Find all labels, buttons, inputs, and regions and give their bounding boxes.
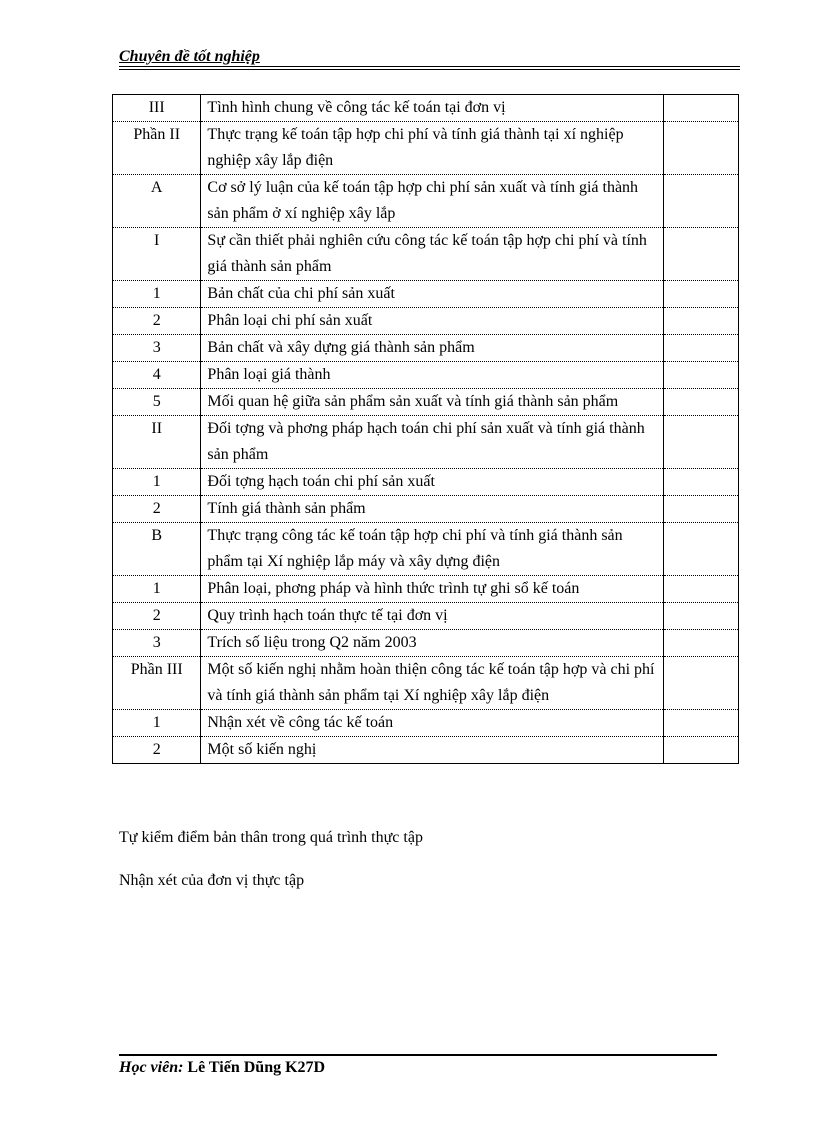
section-title: Tình hình chung về công tác kế toán tại đơn vị (201, 95, 663, 122)
page-number-cell (663, 603, 738, 630)
page-number-cell (663, 281, 738, 308)
section-title: Cơ sở lý luận của kế toán tập hợp chi phí sản xuất và tính giá thành sản phẩm ở xí nghiệp xây lắp (201, 175, 663, 228)
page-number-cell (663, 308, 738, 335)
footer-rule (119, 1054, 717, 1056)
page-number-cell (663, 95, 738, 122)
table-row (113, 603, 739, 630)
section-number: 2 (113, 496, 201, 523)
section-title: Bản chất của chi phí sản xuất (201, 281, 663, 308)
table-row (113, 469, 739, 496)
page-header-title: Chuyên đề tốt nghiệp (119, 48, 260, 65)
table-row (113, 362, 739, 389)
header-rule (119, 66, 740, 67)
table-row (113, 416, 739, 469)
section-number: 2 (113, 737, 201, 764)
section-title: Tính giá thành sản phẩm (201, 496, 663, 523)
page-number-cell (663, 335, 738, 362)
section-number: 2 (113, 308, 201, 335)
table-row (113, 122, 739, 175)
section-number: 1 (113, 710, 201, 737)
table-row (113, 281, 739, 308)
section-number: 4 (113, 362, 201, 389)
page-number-cell (663, 523, 738, 576)
section-number: 5 (113, 389, 201, 416)
page-number-cell (663, 122, 738, 175)
section-title: Thực trạng công tác kế toán tập hợp chi phí và tính giá thành sản phẩm tại Xí nghiệp lắp máy và xây dựng điện (201, 523, 663, 576)
section-number: II (113, 416, 201, 469)
table-row (113, 710, 739, 737)
page-number-cell (663, 469, 738, 496)
section-number: III (113, 95, 201, 122)
section-number: 3 (113, 335, 201, 362)
table-row (113, 335, 739, 362)
footer-label: Học viên: (119, 1059, 184, 1076)
page-number-cell (663, 228, 738, 281)
section-number: Phần III (113, 657, 201, 710)
page-number-cell (663, 630, 738, 657)
table-of-contents (112, 94, 739, 764)
page-number-cell (663, 362, 738, 389)
page-number-cell (663, 737, 738, 764)
table-row (113, 228, 739, 281)
table-row (113, 576, 739, 603)
section-title: Quy trình hạch toán thực tế tại đơn vị (201, 603, 663, 630)
unit-comment-line: Nhận xét của đơn vị thực tập (119, 872, 305, 889)
table-row (113, 523, 739, 576)
table-row (113, 737, 739, 764)
section-number: 1 (113, 281, 201, 308)
page-number-cell (663, 175, 738, 228)
table-row (113, 308, 739, 335)
section-number: 3 (113, 630, 201, 657)
section-number: 2 (113, 603, 201, 630)
table-row (113, 175, 739, 228)
section-title: Phân loại, phơng pháp và hình thức trình tự ghi sổ kế toán (201, 576, 663, 603)
section-title: Phân loại chi phí sản xuất (201, 308, 663, 335)
page-number-cell (663, 496, 738, 523)
table-row (113, 630, 739, 657)
page-number-cell (663, 389, 738, 416)
section-number: 1 (113, 576, 201, 603)
section-number: B (113, 523, 201, 576)
header-rule-double (119, 69, 740, 70)
section-title: Phân loại giá thành (201, 362, 663, 389)
section-title: Trích số liệu trong Q2 năm 2003 (201, 630, 663, 657)
page-number-cell (663, 710, 738, 737)
section-title: Thực trạng kế toán tập hợp chi phí và tính giá thành tại xí nghiệp nghiệp xây lắp điện (201, 122, 663, 175)
self-assessment-line: Tự kiểm điểm bản thân trong quá trình thực tập (119, 829, 423, 846)
page-number-cell (663, 416, 738, 469)
section-title: Đối tợng và phơng pháp hạch toán chi phí sản xuất và tính giá thành sản phẩm (201, 416, 663, 469)
page-number-cell (663, 657, 738, 710)
table-row (113, 389, 739, 416)
table-row (113, 95, 739, 122)
section-title: Bản chất và xây dựng giá thành sản phẩm (201, 335, 663, 362)
section-title: Mối quan hệ giữa sản phẩm sản xuất và tính giá thành sản phẩm (201, 389, 663, 416)
section-number: A (113, 175, 201, 228)
footer-author-name: Lê Tiến Dũng K27D (187, 1059, 326, 1076)
page-number-cell (663, 576, 738, 603)
page-footer (119, 1059, 325, 1077)
section-title: Sự cần thiết phải nghiên cứu công tác kế toán tập hợp chi phí và tính giá thành sản phẩm (201, 228, 663, 281)
section-title: Một số kiến nghị nhằm hoàn thiện công tác kế toán tập hợp và chi phí và tính giá thành sản phẩm tại Xí nghiệp xây lắp điện (201, 657, 663, 710)
section-number: I (113, 228, 201, 281)
table-row (113, 496, 739, 523)
section-title: Nhận xét về công tác kế toán (201, 710, 663, 737)
section-title: Một số kiến nghị (201, 737, 663, 764)
section-number: Phần II (113, 122, 201, 175)
section-title: Đối tợng hạch toán chi phí sản xuất (201, 469, 663, 496)
table-row (113, 657, 739, 710)
section-number: 1 (113, 469, 201, 496)
